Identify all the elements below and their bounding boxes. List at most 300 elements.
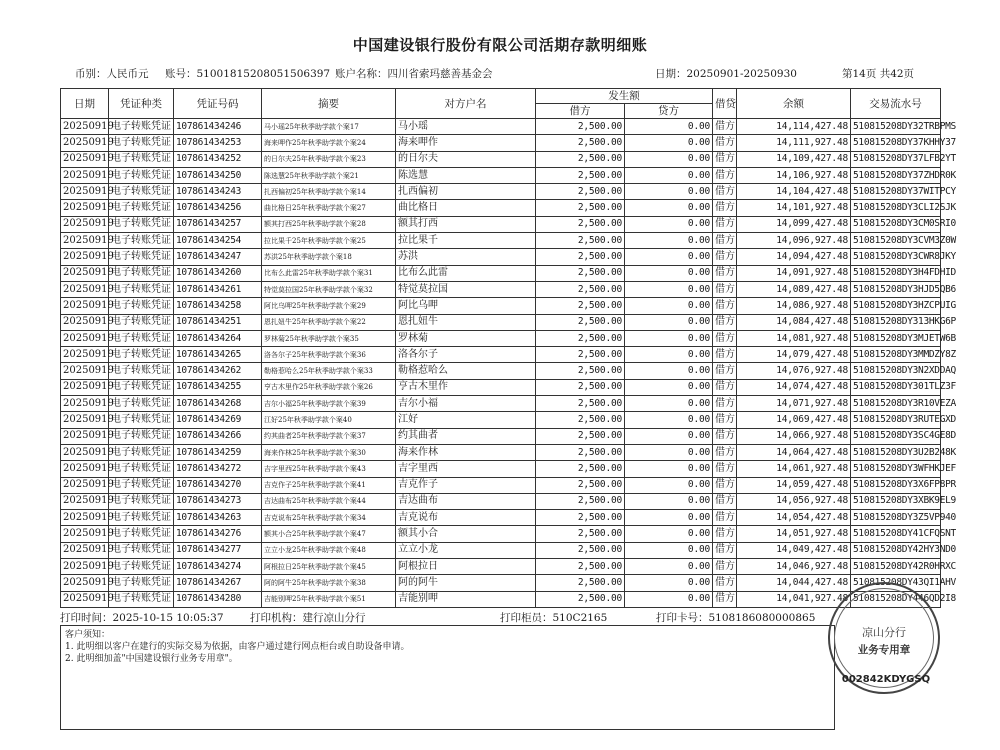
cell-date: 20250919 [61, 575, 109, 591]
cell-voucher-type: 电子转账凭证 [109, 167, 174, 183]
cell-txn-no: 510815208DY301TLZ3F [851, 379, 941, 395]
cell-date: 20250919 [61, 151, 109, 167]
cell-balance: 14,056,927.48 [737, 493, 851, 509]
cell-credit: 0.00 [625, 265, 713, 281]
cell-balance: 14,084,427.48 [737, 314, 851, 330]
print-card: 打印卡号：5108186080000865 [656, 612, 816, 624]
table-row [61, 542, 941, 558]
cell-credit: 0.00 [625, 559, 713, 575]
cell-voucher-no: 107861434252 [174, 151, 262, 167]
cell-balance: 14,081,927.48 [737, 330, 851, 346]
cell-dc: 借方 [713, 216, 737, 232]
cell-credit: 0.00 [625, 298, 713, 314]
header-dc: 借贷 [713, 89, 737, 119]
header-summary: 摘要 [262, 89, 396, 119]
cell-date: 20250919 [61, 330, 109, 346]
cell-voucher-no: 107861434276 [174, 526, 262, 542]
cell-credit: 0.00 [625, 135, 713, 151]
cell-summary: 海来呷作25年秋季助学款个案24 [262, 135, 396, 151]
cell-txn-no: 510815208DY41CFQSNT [851, 526, 941, 542]
table-row [61, 233, 941, 249]
cell-txn-no: 510815208DY3CLI2SJK [851, 200, 941, 216]
cell-voucher-no: 107861434270 [174, 477, 262, 493]
cell-summary: 亨古木里作25年秋季助学款个案26 [262, 379, 396, 395]
cell-dc: 借方 [713, 396, 737, 412]
cell-debit: 2,500.00 [536, 347, 625, 363]
cell-credit: 0.00 [625, 526, 713, 542]
currency-label: 币别：人民币元 [75, 68, 149, 80]
table-row [61, 281, 941, 297]
cell-summary: 马小瑶25年秋季助学款个案17 [262, 119, 396, 135]
cell-voucher-no: 107861434247 [174, 249, 262, 265]
cell-voucher-no: 107861434254 [174, 233, 262, 249]
cell-counterparty: 额其小合 [396, 526, 536, 542]
cell-credit: 0.00 [625, 119, 713, 135]
cell-date: 20250919 [61, 347, 109, 363]
cell-credit: 0.00 [625, 200, 713, 216]
cell-counterparty: 阿的阿牛 [396, 575, 536, 591]
account-number: 账号：51001815208051506397 [165, 68, 331, 80]
cell-debit: 2,500.00 [536, 151, 625, 167]
cell-debit: 2,500.00 [536, 363, 625, 379]
cell-dc: 借方 [713, 249, 737, 265]
table-row [61, 477, 941, 493]
cell-dc: 借方 [713, 184, 737, 200]
cell-voucher-type: 电子转账凭证 [109, 575, 174, 591]
cell-dc: 借方 [713, 330, 737, 346]
cell-txn-no: 510815208DY3Z5VP940 [851, 510, 941, 526]
cell-summary: 苏洪25年秋季助学款个案18 [262, 249, 396, 265]
cell-counterparty: 拉比果千 [396, 233, 536, 249]
cell-voucher-type: 电子转账凭证 [109, 281, 174, 297]
cell-credit: 0.00 [625, 412, 713, 428]
cell-txn-no: 510815208DY313HKG6P [851, 314, 941, 330]
cell-summary: 吉克作子25年秋季助学款个案41 [262, 477, 396, 493]
cell-balance: 14,061,927.48 [737, 461, 851, 477]
cell-voucher-type: 电子转账凭证 [109, 493, 174, 509]
cell-date: 20250919 [61, 233, 109, 249]
cell-summary: 额其打西25年秋季助学款个案28 [262, 216, 396, 232]
cell-voucher-no: 107861434257 [174, 216, 262, 232]
cell-counterparty: 比布么此雷 [396, 265, 536, 281]
cell-txn-no: 510815208DY3N2XDDAQ [851, 363, 941, 379]
cell-balance: 14,069,427.48 [737, 412, 851, 428]
cell-summary: 特觉莫拉国25年秋季助学款个案32 [262, 281, 396, 297]
table-row [61, 428, 941, 444]
cell-debit: 2,500.00 [536, 330, 625, 346]
print-branch: 打印机构：建行凉山分行 [250, 612, 366, 624]
cell-counterparty: 的日尔夫 [396, 151, 536, 167]
transaction-table [60, 88, 956, 608]
cell-txn-no: 510815208DY37WITPCY [851, 184, 941, 200]
cell-txn-no: 510815208DY3CVM3Z0W [851, 233, 941, 249]
cell-credit: 0.00 [625, 184, 713, 200]
cell-counterparty: 特觉莫拉国 [396, 281, 536, 297]
cell-voucher-no: 107861434243 [174, 184, 262, 200]
table-row [61, 559, 941, 575]
cell-voucher-type: 电子转账凭证 [109, 444, 174, 460]
cell-credit: 0.00 [625, 542, 713, 558]
cell-credit: 0.00 [625, 233, 713, 249]
notes-heading: 客户须知： [65, 630, 111, 640]
cell-voucher-no: 107861434269 [174, 412, 262, 428]
cell-debit: 2,500.00 [536, 298, 625, 314]
cell-credit: 0.00 [625, 379, 713, 395]
cell-summary: 扎西偏初25年秋季助学款个案14 [262, 184, 396, 200]
cell-date: 20250919 [61, 444, 109, 460]
cell-voucher-type: 电子转账凭证 [109, 591, 174, 607]
cell-credit: 0.00 [625, 216, 713, 232]
cell-voucher-type: 电子转账凭证 [109, 510, 174, 526]
cell-voucher-no: 107861434255 [174, 379, 262, 395]
cell-dc: 借方 [713, 135, 737, 151]
page-number: 第14页 共42页 [842, 68, 915, 80]
cell-counterparty: 吉字里西 [396, 461, 536, 477]
cell-txn-no: 510815208DY37ZHDR0K [851, 167, 941, 183]
cell-balance: 14,099,427.48 [737, 216, 851, 232]
table-row [61, 314, 941, 330]
cell-dc: 借方 [713, 200, 737, 216]
cell-credit: 0.00 [625, 575, 713, 591]
cell-dc: 借方 [713, 379, 737, 395]
cell-date: 20250919 [61, 542, 109, 558]
table-row [61, 167, 941, 183]
cell-txn-no: 510815208DY3U2B248K [851, 444, 941, 460]
cell-counterparty: 恩扎妞牛 [396, 314, 536, 330]
cell-balance: 14,104,427.48 [737, 184, 851, 200]
cell-txn-no: 510815208DY3H4FDHID [851, 265, 941, 281]
print-counter: 打印柜员：510C2165 [500, 612, 608, 624]
cell-txn-no: 510815208DY3CWR8JKY [851, 249, 941, 265]
cell-dc: 借方 [713, 477, 737, 493]
cell-counterparty: 吉克说布 [396, 510, 536, 526]
cell-balance: 14,051,927.48 [737, 526, 851, 542]
cell-voucher-no: 107861434258 [174, 298, 262, 314]
cell-summary: 曲比格日25年秋季助学款个案27 [262, 200, 396, 216]
cell-dc: 借方 [713, 412, 737, 428]
cell-credit: 0.00 [625, 444, 713, 460]
cell-debit: 2,500.00 [536, 526, 625, 542]
cell-date: 20250919 [61, 184, 109, 200]
cell-summary: 恩扎妞牛25年秋季助学款个案22 [262, 314, 396, 330]
cell-dc: 借方 [713, 493, 737, 509]
cell-date: 20250919 [61, 135, 109, 151]
cell-summary: 额其小合25年秋季助学款个案47 [262, 526, 396, 542]
table-row [61, 216, 941, 232]
cell-debit: 2,500.00 [536, 510, 625, 526]
cell-summary: 阿根拉日25年秋季助学款个案45 [262, 559, 396, 575]
cell-credit: 0.00 [625, 330, 713, 346]
header-date: 日期 [61, 89, 109, 119]
cell-dc: 借方 [713, 461, 737, 477]
cell-txn-no: 510815208DY3MJETW6B [851, 330, 941, 346]
cell-voucher-no: 107861434266 [174, 428, 262, 444]
cell-voucher-no: 107861434251 [174, 314, 262, 330]
cell-counterparty: 马小瑶 [396, 119, 536, 135]
cell-debit: 2,500.00 [536, 379, 625, 395]
cell-balance: 14,089,427.48 [737, 281, 851, 297]
cell-dc: 借方 [713, 591, 737, 607]
cell-date: 20250919 [61, 559, 109, 575]
cell-txn-no: 510815208DY42HY3ND0 [851, 542, 941, 558]
table-row [61, 396, 941, 412]
cell-date: 20250919 [61, 526, 109, 542]
cell-dc: 借方 [713, 167, 737, 183]
cell-debit: 2,500.00 [536, 167, 625, 183]
cell-summary: 吉字里西25年秋季助学款个案43 [262, 461, 396, 477]
cell-credit: 0.00 [625, 461, 713, 477]
cell-balance: 14,076,927.48 [737, 363, 851, 379]
cell-voucher-type: 电子转账凭证 [109, 347, 174, 363]
cell-txn-no: 510815208DY3HJD5QB6 [851, 281, 941, 297]
cell-voucher-type: 电子转账凭证 [109, 542, 174, 558]
cell-voucher-type: 电子转账凭证 [109, 184, 174, 200]
notes-line-1: 1. 此明细以客户在建行的实际交易为依据，由客户通过建行网点柜台或自助设备申请。 [65, 642, 410, 652]
cell-date: 20250919 [61, 314, 109, 330]
cell-voucher-no: 107861434272 [174, 461, 262, 477]
cell-balance: 14,101,927.48 [737, 200, 851, 216]
cell-voucher-type: 电子转账凭证 [109, 298, 174, 314]
cell-date: 20250919 [61, 298, 109, 314]
cell-debit: 2,500.00 [536, 575, 625, 591]
cell-voucher-no: 107861434277 [174, 542, 262, 558]
cell-voucher-no: 107861434268 [174, 396, 262, 412]
cell-counterparty: 吉克作子 [396, 477, 536, 493]
notes-line-2: 2. 此明细加盖"中国建设银行业务专用章"。 [65, 654, 238, 664]
cell-voucher-no: 107861434267 [174, 575, 262, 591]
cell-debit: 2,500.00 [536, 216, 625, 232]
cell-voucher-no: 107861434262 [174, 363, 262, 379]
cell-balance: 14,114,427.48 [737, 119, 851, 135]
cell-dc: 借方 [713, 428, 737, 444]
header-debit: 借方 [536, 104, 625, 119]
cell-counterparty: 陈选慧 [396, 167, 536, 183]
cell-voucher-no: 107861434261 [174, 281, 262, 297]
cell-credit: 0.00 [625, 591, 713, 607]
cell-credit: 0.00 [625, 363, 713, 379]
cell-voucher-no: 107861434265 [174, 347, 262, 363]
cell-summary: 立立小龙25年秋季助学款个案48 [262, 542, 396, 558]
cell-credit: 0.00 [625, 151, 713, 167]
cell-counterparty: 吉达曲布 [396, 493, 536, 509]
cell-voucher-type: 电子转账凭证 [109, 233, 174, 249]
cell-txn-no: 510815208DY3X6FP8PR [851, 477, 941, 493]
stamp-code: 002842KDYGSQ [841, 674, 931, 685]
cell-voucher-type: 电子转账凭证 [109, 526, 174, 542]
cell-summary: 陈选慧25年秋季助学款个案21 [262, 167, 396, 183]
table-row [61, 298, 941, 314]
cell-balance: 14,074,427.48 [737, 379, 851, 395]
cell-txn-no: 510815208DY42R0HRXC [851, 559, 941, 575]
cell-voucher-type: 电子转账凭证 [109, 119, 174, 135]
cell-dc: 借方 [713, 575, 737, 591]
cell-dc: 借方 [713, 444, 737, 460]
cell-date: 20250919 [61, 379, 109, 395]
cell-counterparty: 阿根拉日 [396, 559, 536, 575]
cell-balance: 14,079,427.48 [737, 347, 851, 363]
customer-notes [60, 625, 835, 730]
cell-voucher-no: 107861434273 [174, 493, 262, 509]
table-row [61, 575, 941, 591]
cell-balance: 14,096,927.48 [737, 233, 851, 249]
cell-dc: 借方 [713, 298, 737, 314]
cell-voucher-no: 107861434246 [174, 119, 262, 135]
cell-date: 20250919 [61, 281, 109, 297]
cell-balance: 14,049,427.48 [737, 542, 851, 558]
cell-voucher-no: 107861434263 [174, 510, 262, 526]
cell-credit: 0.00 [625, 314, 713, 330]
cell-dc: 借方 [713, 559, 737, 575]
cell-dc: 借方 [713, 233, 737, 249]
cell-dc: 借方 [713, 151, 737, 167]
cell-summary: 罗林菊25年秋季助学款个案35 [262, 330, 396, 346]
cell-voucher-no: 107861434253 [174, 135, 262, 151]
cell-date: 20250919 [61, 396, 109, 412]
cell-txn-no: 510815208DY32TRBPMS [851, 119, 941, 135]
table-row [61, 591, 941, 607]
table-row [61, 347, 941, 363]
cell-debit: 2,500.00 [536, 477, 625, 493]
cell-txn-no: 510815208DY3R10VEZA [851, 396, 941, 412]
cell-summary: 吉能别呷25年秋季助学款个案51 [262, 591, 396, 607]
page-title: 中国建设银行股份有限公司活期存款明细账 [352, 36, 648, 54]
cell-counterparty: 曲比格日 [396, 200, 536, 216]
cell-voucher-no: 107861434264 [174, 330, 262, 346]
cell-date: 20250919 [61, 591, 109, 607]
cell-dc: 借方 [713, 542, 737, 558]
cell-debit: 2,500.00 [536, 249, 625, 265]
cell-date: 20250919 [61, 265, 109, 281]
cell-txn-no: 510815208DY3MMDZY8Z [851, 347, 941, 363]
cell-balance: 14,064,427.48 [737, 444, 851, 460]
cell-debit: 2,500.00 [536, 200, 625, 216]
stamp-seal-text: 业务专用章 [857, 644, 911, 656]
cell-date: 20250919 [61, 363, 109, 379]
cell-credit: 0.00 [625, 249, 713, 265]
cell-summary: 拉比果千25年秋季助学款个案25 [262, 233, 396, 249]
cell-counterparty: 约其曲者 [396, 428, 536, 444]
cell-counterparty: 洛各尔子 [396, 347, 536, 363]
cell-debit: 2,500.00 [536, 281, 625, 297]
cell-debit: 2,500.00 [536, 428, 625, 444]
header-counterparty: 对方户名 [396, 89, 536, 119]
header-voucher-no: 凭证号码 [174, 89, 262, 119]
stamp-branch: 凉山分行 [862, 626, 906, 639]
cell-voucher-type: 电子转账凭证 [109, 330, 174, 346]
date-range: 日期：20250901-20250930 [655, 68, 797, 80]
cell-counterparty: 海来作林 [396, 444, 536, 460]
cell-credit: 0.00 [625, 167, 713, 183]
table-row [61, 135, 941, 151]
cell-balance: 14,071,927.48 [737, 396, 851, 412]
cell-voucher-no: 107861434260 [174, 265, 262, 281]
table-header [61, 89, 941, 119]
cell-debit: 2,500.00 [536, 591, 625, 607]
cell-txn-no: 510815208DY3HZCPUIG [851, 298, 941, 314]
cell-dc: 借方 [713, 510, 737, 526]
cell-summary: 洛各尔子25年秋季助学款个案36 [262, 347, 396, 363]
cell-voucher-type: 电子转账凭证 [109, 477, 174, 493]
cell-txn-no: 510815208DY3WFHKJEF [851, 461, 941, 477]
cell-debit: 2,500.00 [536, 444, 625, 460]
cell-voucher-type: 电子转账凭证 [109, 559, 174, 575]
table-row [61, 151, 941, 167]
table-row [61, 265, 941, 281]
cell-debit: 2,500.00 [536, 559, 625, 575]
cell-balance: 14,094,427.48 [737, 249, 851, 265]
table-row [61, 119, 941, 135]
cell-debit: 2,500.00 [536, 493, 625, 509]
cell-txn-no: 510815208DY43QI1AHV [851, 575, 941, 591]
table-row [61, 363, 941, 379]
cell-credit: 0.00 [625, 477, 713, 493]
cell-summary: 约其曲者25年秋季助学款个案37 [262, 428, 396, 444]
cell-debit: 2,500.00 [536, 412, 625, 428]
cell-balance: 14,041,927.48 [737, 591, 851, 607]
cell-debit: 2,500.00 [536, 233, 625, 249]
table-body [61, 119, 956, 608]
cell-balance: 14,059,427.48 [737, 477, 851, 493]
cell-balance: 14,046,927.48 [737, 559, 851, 575]
table-row [61, 493, 941, 509]
cell-voucher-type: 电子转账凭证 [109, 200, 174, 216]
cell-summary: 阿比乌呷25年秋季助学款个案29 [262, 298, 396, 314]
table-row [61, 412, 941, 428]
cell-voucher-type: 电子转账凭证 [109, 314, 174, 330]
header-voucher-type: 凭证种类 [109, 89, 174, 119]
cell-voucher-type: 电子转账凭证 [109, 461, 174, 477]
table-row [61, 200, 941, 216]
cell-date: 20250919 [61, 510, 109, 526]
cell-date: 20250919 [61, 249, 109, 265]
account-name: 账户名称：四川省索玛慈善基金会 [335, 68, 493, 80]
table-row [61, 444, 941, 460]
cell-voucher-no: 107861434274 [174, 559, 262, 575]
cell-credit: 0.00 [625, 396, 713, 412]
cell-summary: 勒格惹哈么25年秋季助学款个案33 [262, 363, 396, 379]
cell-debit: 2,500.00 [536, 461, 625, 477]
cell-summary: 比布么此雷25年秋季助学款个案31 [262, 265, 396, 281]
cell-summary: 的日尔夫25年秋季助学款个案23 [262, 151, 396, 167]
cell-txn-no: 510815208DY446QD2I8 [851, 591, 941, 607]
cell-voucher-type: 电子转账凭证 [109, 396, 174, 412]
cell-voucher-type: 电子转账凭证 [109, 412, 174, 428]
cell-dc: 借方 [713, 265, 737, 281]
cell-voucher-type: 电子转账凭证 [109, 216, 174, 232]
cell-debit: 2,500.00 [536, 542, 625, 558]
header-txn-no: 交易流水号 [851, 89, 941, 119]
cell-summary: 吉克说布25年秋季助学款个案34 [262, 510, 396, 526]
cell-date: 20250919 [61, 200, 109, 216]
cell-credit: 0.00 [625, 510, 713, 526]
cell-balance: 14,106,927.48 [737, 167, 851, 183]
table-row [61, 510, 941, 526]
cell-voucher-type: 电子转账凭证 [109, 249, 174, 265]
header-credit: 贷方 [625, 104, 713, 119]
table-row [61, 330, 941, 346]
cell-date: 20250919 [61, 119, 109, 135]
cell-debit: 2,500.00 [536, 396, 625, 412]
cell-counterparty: 苏洪 [396, 249, 536, 265]
cell-counterparty: 海来呷作 [396, 135, 536, 151]
cell-dc: 借方 [713, 526, 737, 542]
cell-summary: 阿的阿牛25年秋季助学款个案38 [262, 575, 396, 591]
cell-dc: 借方 [713, 281, 737, 297]
cell-date: 20250919 [61, 428, 109, 444]
cell-counterparty: 扎西偏初 [396, 184, 536, 200]
cell-counterparty: 亨古木里作 [396, 379, 536, 395]
cell-dc: 借方 [713, 119, 737, 135]
